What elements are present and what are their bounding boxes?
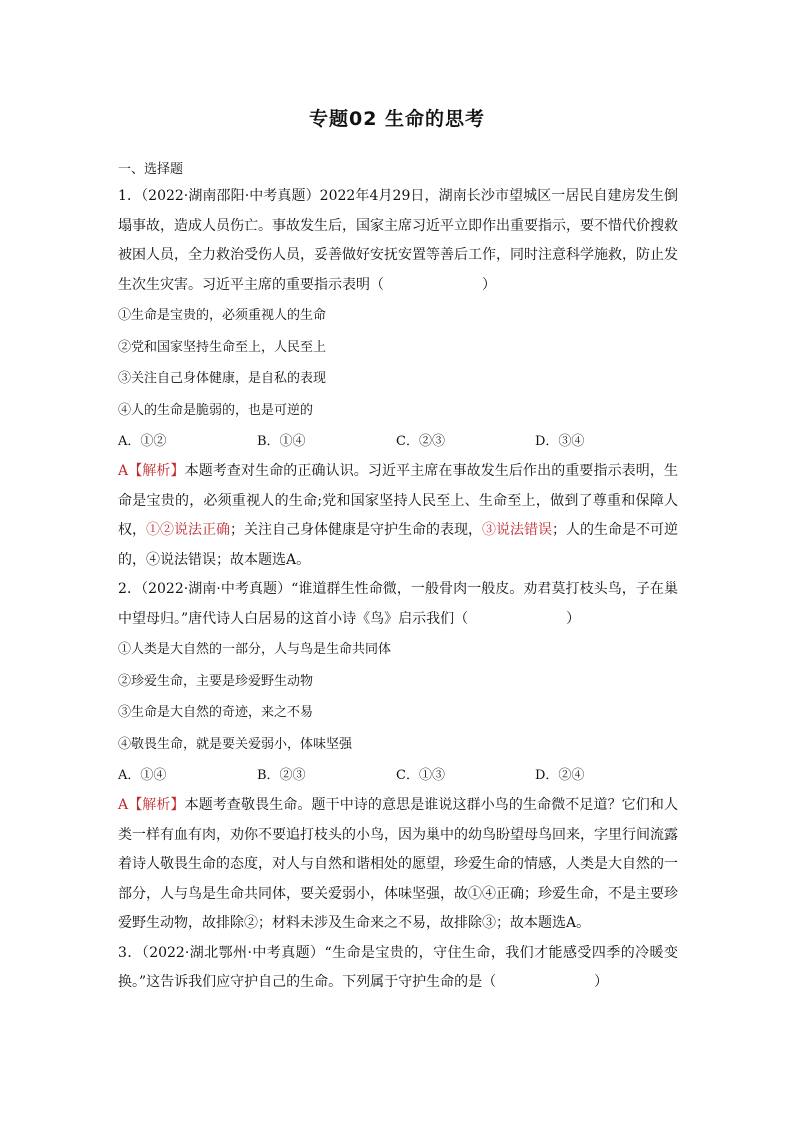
question-number: 3． (118, 944, 142, 961)
question-2 (118, 575, 678, 939)
analysis-highlight: ③说法错误 (482, 522, 552, 538)
statement-item: ③生命是大自然的奇迹，来之不易 (118, 705, 314, 720)
statement-item: ④敬畏生命，就是要关爱弱小，体味坚强 (118, 736, 353, 752)
question-stem (118, 182, 678, 300)
question-number: 2． (118, 581, 142, 597)
option-a: A．①② (118, 434, 167, 449)
option-b: B．①④ (257, 434, 306, 449)
answer-options (118, 426, 678, 457)
statement-item: ①生命是宝贵的，必须重视人的生命 (118, 308, 327, 323)
analysis-text: 本题考查对生命的正确认识。习近平主席在事故发生后作出的重要指示表明，生命是宝贵的，必须重视人的生命;党和国家坚持人民至上、生命至上，做到了尊重和保障人权， (118, 463, 678, 538)
question-number: 1． (118, 188, 142, 204)
option-a: A．①④ (118, 768, 167, 783)
statement-item: ②党和国家坚持生命至上，人民至上 (118, 339, 327, 355)
analysis-highlight: ①②说法正确 (146, 522, 230, 538)
page-title: 专题02 生命的思考 (308, 108, 486, 130)
statement-item: ②珍爱生命，主要是珍爱野生动物 (118, 673, 314, 689)
analysis-text: 本题考查敬畏生命。题干中诗的意思是谁说这群小鸟的生命微不足道？它们和人类一样有血有肉，劝你不要追打枝头的小鸟，因为巢中的幼鸟盼望母鸟回来，字里行间流露着诗人敬畏生命的态度，对人与自然和谐相处的愿望，珍爱生命的情感，人类是大自然的一部分，人与鸟是生命共同体，要关爱弱小，体味坚强，故①④正确；珍爱生命，不是主要珍爱野生动物，故排除②；材料未涉及生命来之不易，故排除③；故本题选A。 (118, 797, 678, 931)
analysis-text: ；关注自己身体健康是守护生命的表现， (230, 522, 482, 538)
answer-options (118, 760, 678, 791)
statement-item: ④人的生命是脆弱的，也是可逆的 (118, 402, 314, 418)
content-body (118, 160, 678, 998)
analysis-text: ；人的生命是不可逆的，④说法错误；故本题选A。 (118, 522, 678, 568)
question-3 (118, 939, 678, 998)
section-heading: 一、选择题 (118, 162, 184, 177)
option-c: C．①③ (396, 768, 445, 783)
option-d: D．②④ (535, 768, 585, 783)
option-d: D．③④ (535, 434, 585, 449)
analysis (118, 791, 678, 939)
question-1 (118, 182, 678, 575)
option-b: B．②③ (257, 768, 306, 783)
question-text: （2022·湖北鄂州·中考真题）“生命是宝贵的，守住生命，我们才能感受四季的冷暖变换。”这告诉我们应守护自己的生命。下列属于守护生命的是（ ） (118, 944, 678, 990)
question-stem (118, 575, 678, 634)
question-text: （2022·湖南·中考真题）“谁道群生性命微，一般骨肉一般皮。劝君莫打枝头鸟，子在巢中望母归。”唐代诗人白居易的这首小诗《鸟》启示我们（ ） (118, 581, 678, 627)
question-text: （2022·湖南邵阳·中考真题）2022年4月29日，湖南长沙市望城区一居民自建房发生倒塌事故，造成人员伤亡。事故发生后，国家主席习近平立即作出重要指示，要不惜代价搜救被困人员，全力救治受伤人员，妥善做好安抚安置等善后工作，同时注意科学施救，防止发生次生灾害。习近平主席的重要指示表明（ ） (118, 188, 678, 293)
option-c: C．②③ (396, 434, 445, 449)
analysis (118, 457, 678, 575)
question-stem (118, 939, 678, 998)
statement-item: ③关注自己身体健康，是自私的表现 (118, 371, 327, 386)
answer-tag: A【解析】 (118, 797, 185, 813)
statement-item: ①人类是大自然的一部分，人与鸟是生命共同体 (118, 642, 392, 657)
answer-tag: A【解析】 (118, 463, 185, 479)
